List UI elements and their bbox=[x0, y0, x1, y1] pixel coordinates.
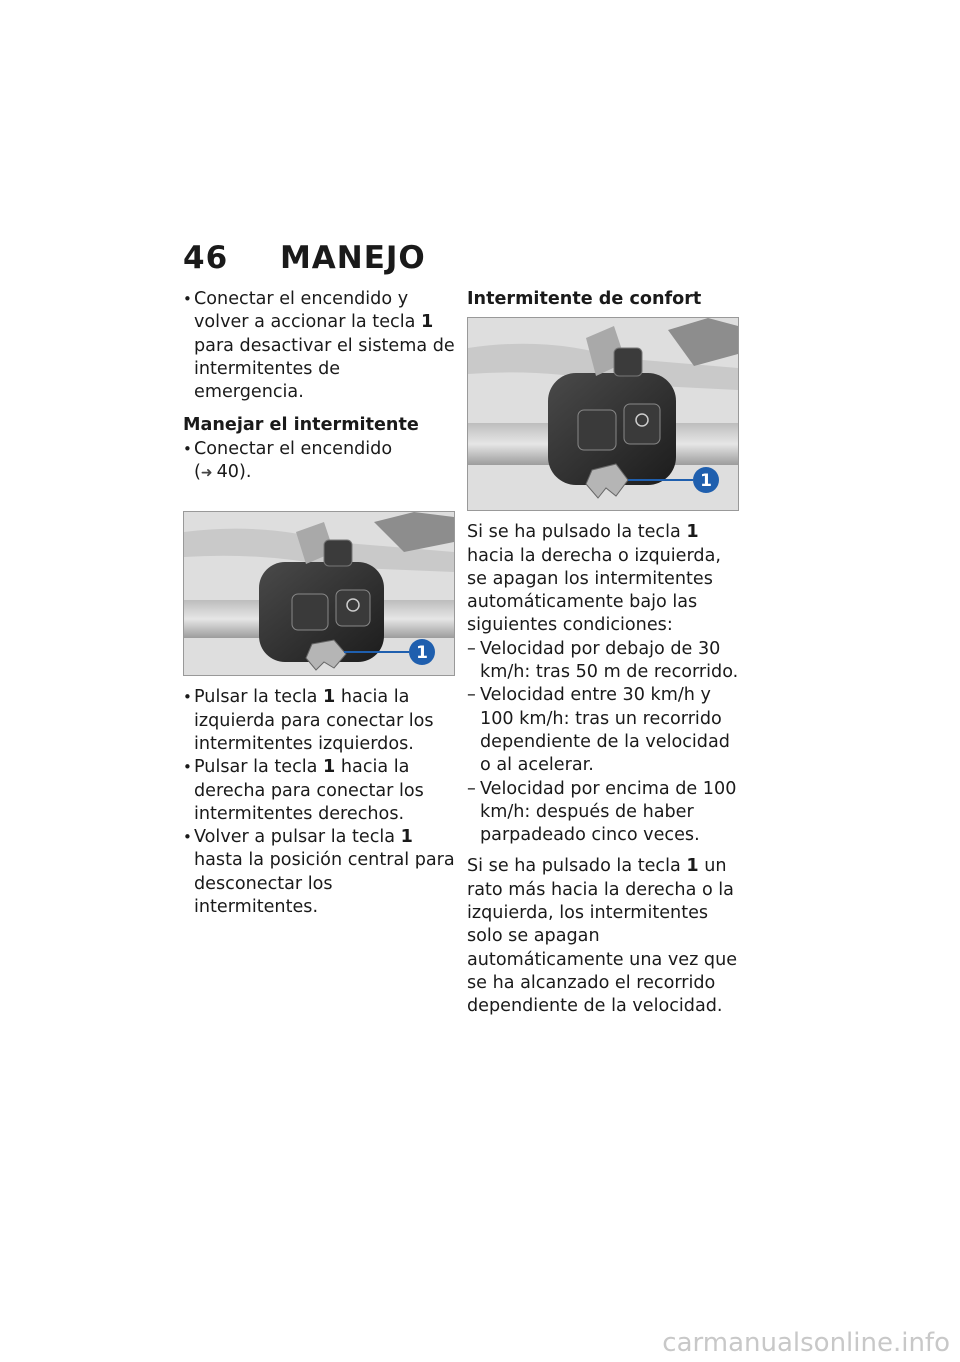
list-item: • Pulsar la tecla 1 hacia la izquierda para conectar los intermitentes izquierdos. bbox=[183, 686, 455, 756]
handlebar-switch-illustration bbox=[468, 318, 738, 510]
handlebar-switch-figure bbox=[183, 511, 455, 676]
list-item: – Velocidad por debajo de 30 km/h: tras 50 m de recorrido. bbox=[467, 638, 739, 685]
comfort-indicator-figure bbox=[467, 317, 739, 511]
handlebar-switch-illustration bbox=[184, 512, 454, 675]
page-header bbox=[183, 240, 426, 276]
figure-callout-number: 1 bbox=[700, 471, 712, 492]
section-heading: Intermitente de confort bbox=[467, 289, 702, 309]
list-item: • Conectar el encendido (➜ 40). bbox=[183, 438, 455, 486]
watermark: carmanualsonline.info bbox=[662, 1328, 950, 1358]
section-heading: Manejar el intermitente bbox=[183, 415, 419, 436]
figure-callout-number: 1 bbox=[416, 643, 428, 664]
list-item: • Volver a pulsar la tecla 1 hasta la posición central para desconectar los intermitentes. bbox=[183, 826, 455, 919]
key-ref: 1 bbox=[420, 312, 434, 333]
arrow-right-icon: ➜ bbox=[200, 465, 213, 482]
page-ref-link[interactable]: 40). bbox=[216, 462, 252, 483]
list-item: • Conectar el encendido y volver a accionar la tecla 1 para desactivar el sistema de intermitentes de emergencia. bbox=[183, 288, 455, 404]
paragraph: Si se ha pulsado la tecla 1 un rato más hacia la derecha o la izquierda, los intermitentes solo se apagan automáticamente una vez que se ha alcanzado el recorrido dependiente de la velocidad. bbox=[467, 856, 738, 1017]
list-item: • Pulsar la tecla 1 hacia la derecha para conectar los intermitentes derechos. bbox=[183, 756, 455, 826]
list-item: – Velocidad por encima de 100 km/h: después de haber parpadeado cinco veces. bbox=[467, 778, 739, 848]
page-title: MANEJO bbox=[279, 240, 426, 276]
page-number: 46 bbox=[183, 240, 229, 276]
right-column bbox=[467, 288, 739, 1019]
list-item: – Velocidad entre 30 km/h y 100 km/h: tras un recorrido dependiente de la velocidad o al acelerar. bbox=[467, 684, 739, 777]
paragraph: Si se ha pulsado la tecla 1 hacia la derecha o izquierda, se apagan los intermitentes automáticamente bajo las siguientes condiciones: bbox=[467, 522, 721, 636]
left-column bbox=[183, 288, 455, 919]
